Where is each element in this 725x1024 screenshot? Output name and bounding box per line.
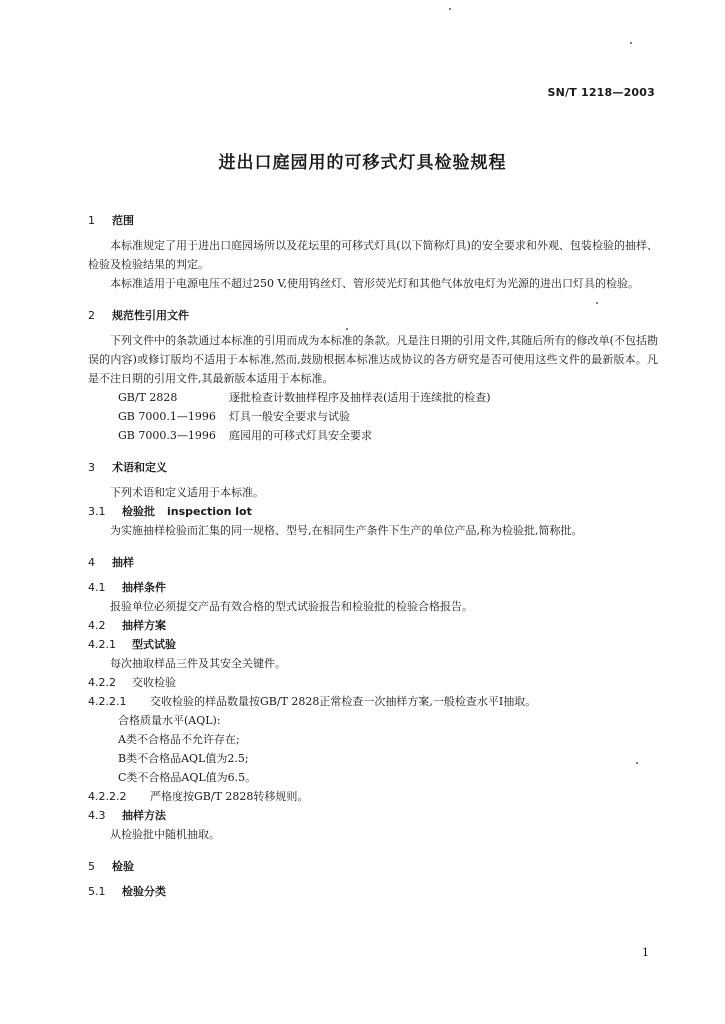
section-number: 4 bbox=[88, 556, 95, 569]
clause-4-2-2-2 bbox=[88, 787, 658, 806]
reference-title: 逐批检查计数抽样程序及抽样表(适用于连续批的检查) bbox=[229, 391, 491, 404]
reference-title: 庭园用的可移式灯具安全要求 bbox=[229, 429, 372, 442]
scan-speck bbox=[449, 8, 451, 10]
section-2-heading bbox=[88, 306, 658, 325]
clause-number: 4.2.2.1 bbox=[88, 695, 127, 708]
section-number: 1 bbox=[88, 214, 95, 227]
subsection-title: 检验分类 bbox=[122, 885, 166, 898]
scan-speck bbox=[596, 302, 598, 304]
clause-text: 交收检验的样品数量按GB/T 2828正常检查一次抽样方案,一般检查水平Ⅰ抽取。 bbox=[150, 695, 537, 708]
reference-item bbox=[88, 426, 658, 445]
subsection-4-1-paragraph: 报验单位必须提交产品有效合格的型式试验报告和检验批的检验合格报告。 bbox=[110, 600, 473, 613]
section-2-paragraph: 下列文件中的条款通过本标准的引用而成为本标准的条款。凡是注日期的引用文件,其随后所有的修改单(不包括勘误的内容)或修订版均不适用于本标准,然而,鼓励根据本标准达成协议的各方研究是否可使用这些文件的最新版本。凡是不注日期的引用文件,其最新版本适用于本标准。 bbox=[88, 334, 658, 385]
clause-number: 4.2.2.2 bbox=[88, 790, 127, 803]
document-title: 进出口庭园用的可移式灯具检验规程 bbox=[218, 153, 507, 173]
subsection-3-1-heading bbox=[88, 502, 658, 521]
aql-line: C类不合格品AQL值为6.5。 bbox=[118, 771, 257, 784]
scan-speck bbox=[630, 42, 632, 44]
subsection-4-3-heading bbox=[88, 806, 658, 825]
subsection-number: 4.2 bbox=[88, 619, 106, 632]
subsection-4-2-1-paragraph: 每次抽取样品三件及其安全关键件。 bbox=[110, 657, 286, 670]
subsection-title: 型式试验 bbox=[132, 638, 176, 651]
aql-line: B类不合格品AQL值为2.5; bbox=[118, 752, 249, 765]
section-1-paragraph-2: 本标准适用于电源电压不超过250 V,使用钨丝灯、管形荧光灯和其他气体放电灯为光源的进出口灯具的检验。 bbox=[110, 277, 640, 290]
document-body bbox=[88, 204, 658, 901]
section-title: 抽样 bbox=[112, 556, 134, 569]
section-title: 术语和定义 bbox=[112, 461, 167, 474]
subsection-4-2-2-heading bbox=[88, 673, 658, 692]
subsection-number: 4.1 bbox=[88, 581, 106, 594]
section-number: 2 bbox=[88, 309, 95, 322]
subsection-4-2-heading bbox=[88, 616, 658, 635]
reference-item bbox=[88, 407, 658, 426]
subsection-number: 5.1 bbox=[88, 885, 106, 898]
term-english: inspection lot bbox=[167, 505, 252, 518]
section-4-heading bbox=[88, 553, 658, 572]
term-definition: 为实施抽样检验而汇集的同一规格、型号,在相同生产条件下生产的单位产品,称为检验批,简称批。 bbox=[110, 524, 583, 537]
subsection-4-2-1-heading bbox=[88, 635, 658, 654]
subsection-number: 4.2.1 bbox=[88, 638, 116, 651]
subsection-title: 抽样条件 bbox=[122, 581, 166, 594]
reference-code: GB 7000.3—1996 bbox=[118, 429, 216, 442]
subsection-number: 3.1 bbox=[88, 505, 106, 518]
section-title: 规范性引用文件 bbox=[112, 309, 189, 322]
subsection-title: 抽样方案 bbox=[122, 619, 166, 632]
scan-speck bbox=[636, 762, 638, 764]
clause-text: 严格度按GB/T 2828转移规则。 bbox=[150, 790, 309, 803]
subsection-5-1-heading bbox=[88, 882, 658, 901]
subsection-title: 交收检验 bbox=[132, 676, 176, 689]
reference-code: GB 7000.1—1996 bbox=[118, 410, 216, 423]
term-chinese: 检验批 bbox=[122, 505, 155, 518]
page-number: 1 bbox=[642, 946, 649, 959]
subsection-number: 4.3 bbox=[88, 809, 106, 822]
aql-line: 合格质量水平(AQL): bbox=[118, 714, 221, 727]
subsection-number: 4.2.2 bbox=[88, 676, 116, 689]
section-number: 3 bbox=[88, 461, 95, 474]
section-5-heading bbox=[88, 857, 658, 876]
reference-title: 灯具一般安全要求与试验 bbox=[229, 410, 350, 423]
section-3-heading bbox=[88, 458, 658, 477]
subsection-4-3-paragraph: 从检验批中随机抽取。 bbox=[110, 828, 220, 841]
section-3-paragraph: 下列术语和定义适用于本标准。 bbox=[110, 486, 264, 499]
clause-4-2-2-1 bbox=[88, 692, 658, 711]
section-title: 检验 bbox=[112, 860, 134, 873]
reference-code: GB/T 2828 bbox=[118, 391, 178, 404]
scan-speck bbox=[346, 328, 348, 330]
reference-item bbox=[88, 388, 658, 407]
section-number: 5 bbox=[88, 860, 95, 873]
subsection-4-1-heading bbox=[88, 578, 658, 597]
section-1-heading bbox=[88, 211, 658, 230]
section-title: 范围 bbox=[112, 214, 134, 227]
subsection-title: 抽样方法 bbox=[122, 809, 166, 822]
standard-code: SN/T 1218—2003 bbox=[547, 86, 655, 99]
aql-line: A类不合格品不允许存在; bbox=[118, 733, 240, 746]
section-1-paragraph-1: 本标准规定了用于进出口庭园场所以及花坛里的可移式灯具(以下简称灯具)的安全要求和外观、包装检验的抽样、检验及检验结果的判定。 bbox=[88, 239, 658, 271]
